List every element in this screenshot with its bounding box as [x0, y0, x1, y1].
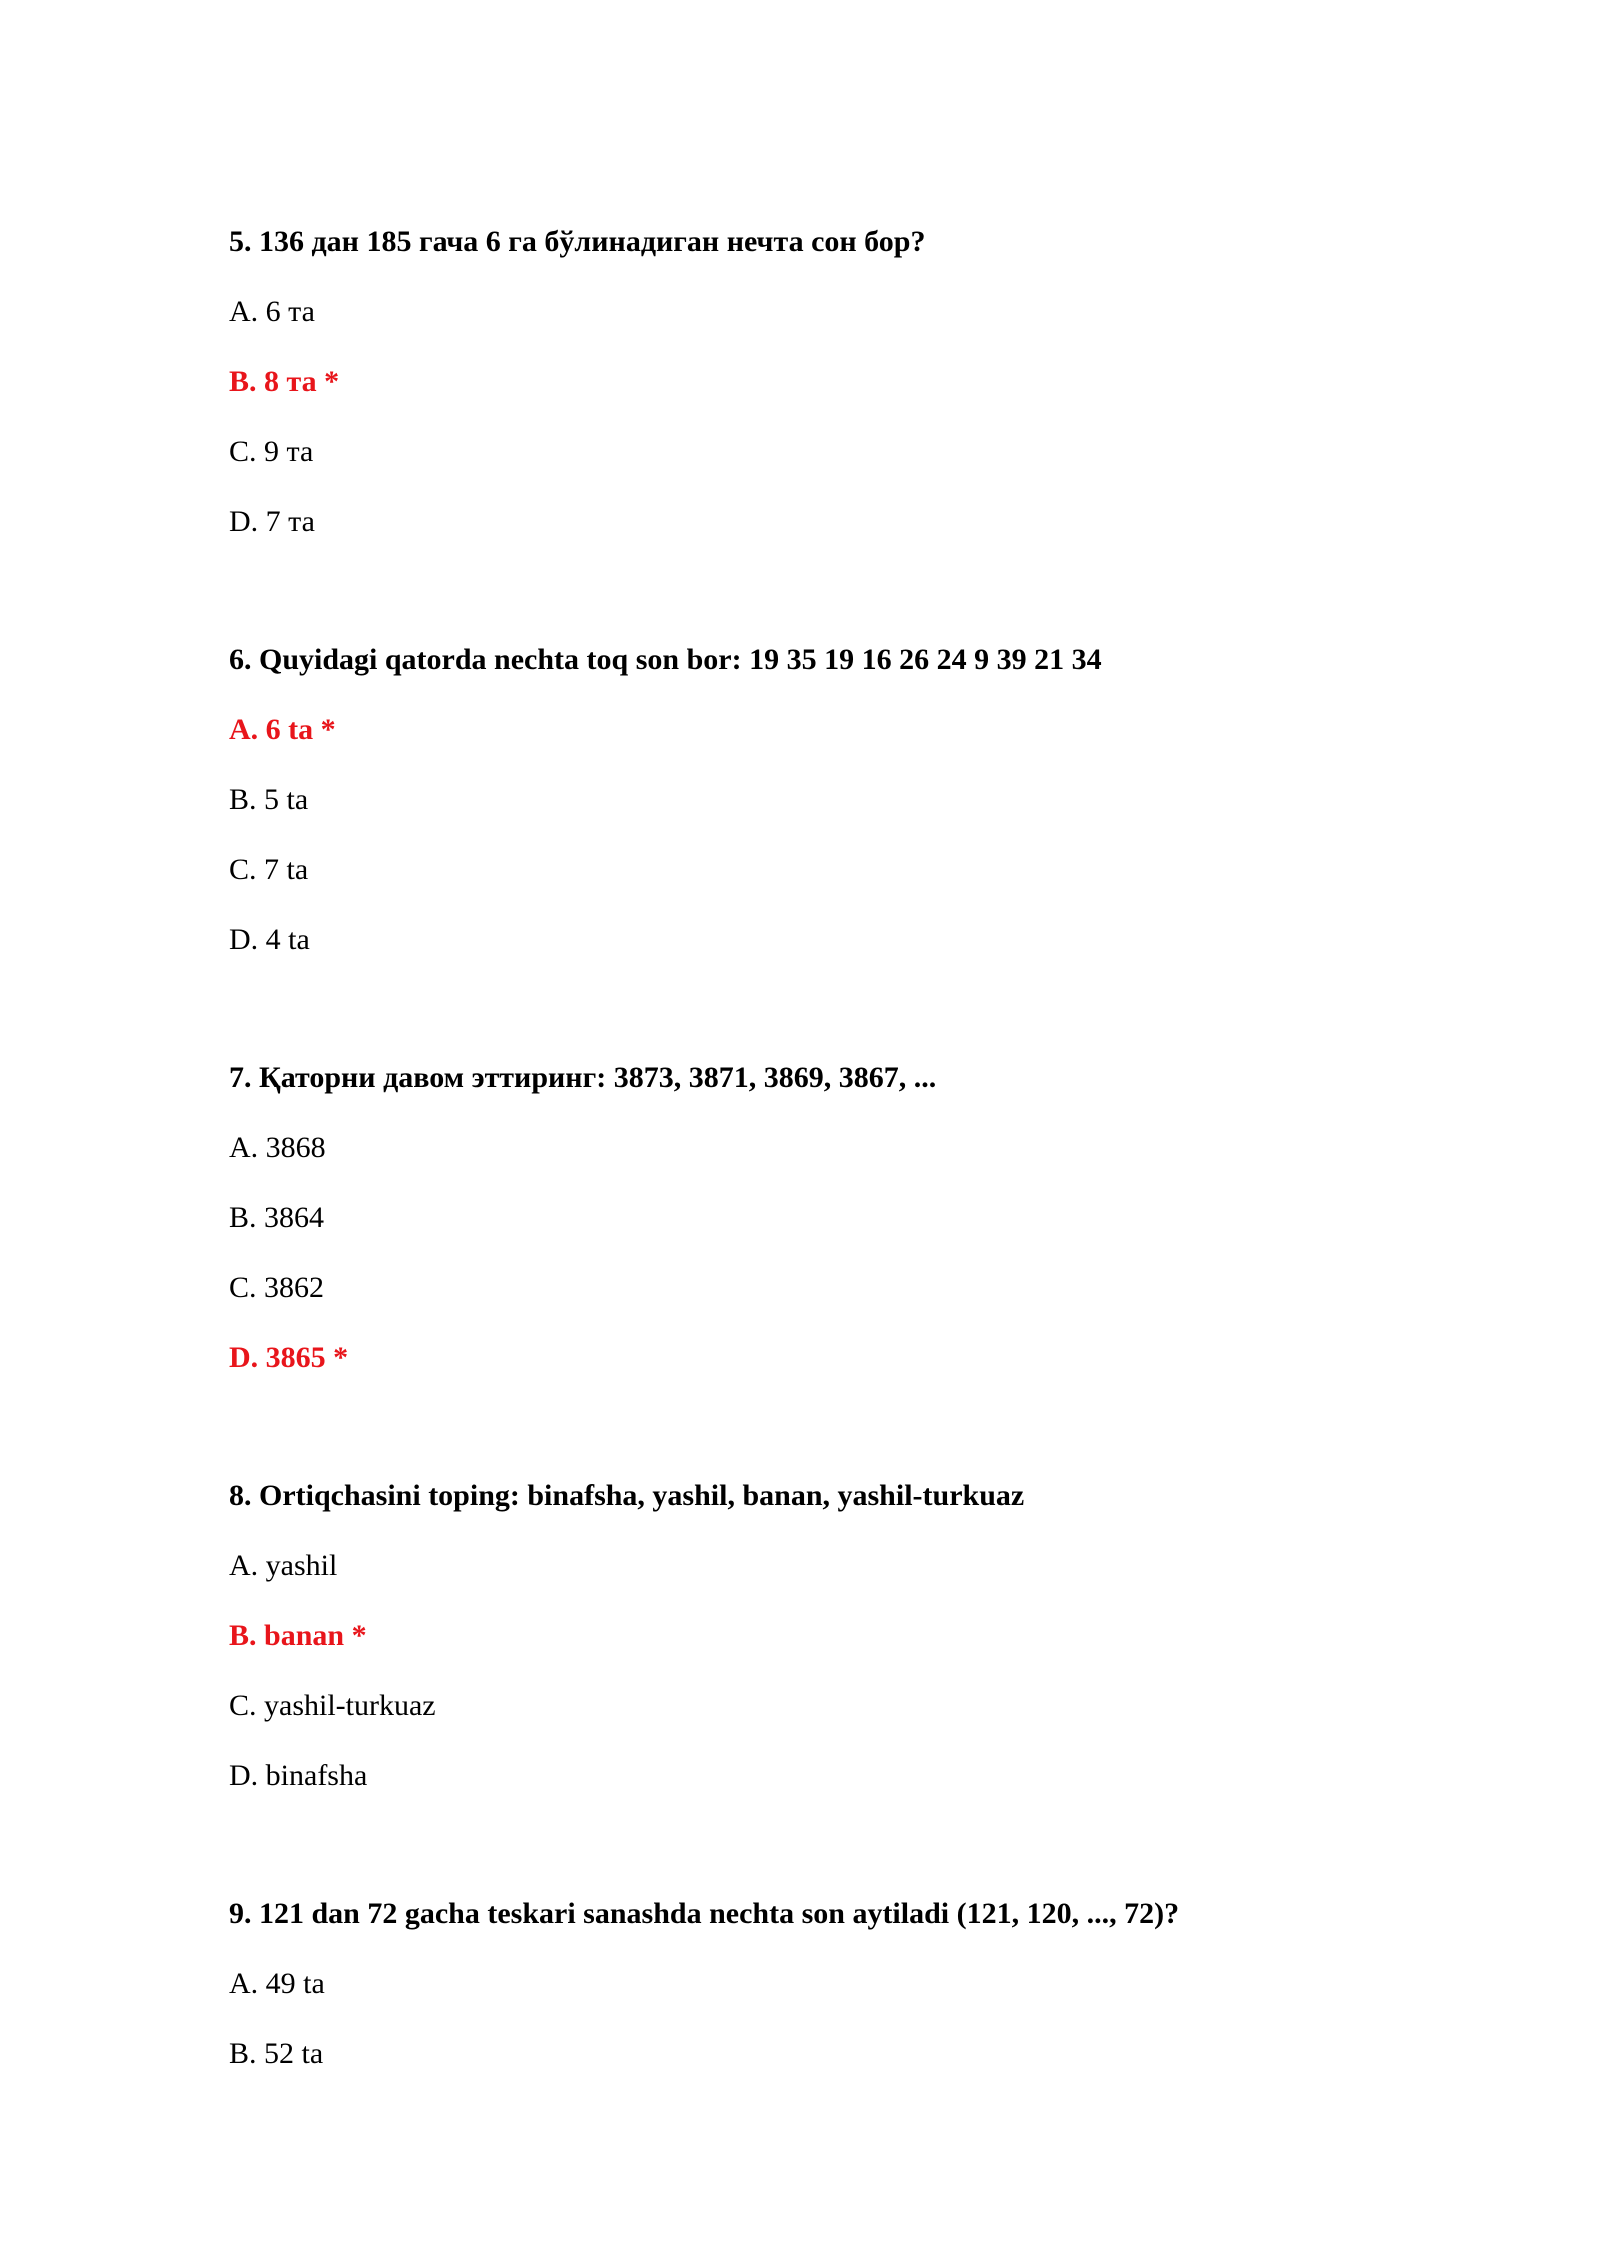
- option-9b: B. 52 ta: [229, 2037, 324, 2070]
- option-9a: A. 49 ta: [229, 1967, 325, 2000]
- option-7c: C. 3862: [229, 1271, 325, 1304]
- option-6a-correct: A. 6 ta *: [229, 713, 336, 746]
- option-6c: C. 7 ta: [229, 853, 309, 886]
- option-5a: A. 6 та: [229, 295, 315, 328]
- question-6: 6. Quyidagi qatorda nechta toq son bor: 19 35 19 16 26 24 9 39 21 34: [229, 643, 1102, 676]
- option-5b-correct: B. 8 та *: [229, 365, 340, 398]
- question-7: 7. Қаторни давом эттиринг: 3873, 3871, 3869, 3867, ...: [229, 1061, 937, 1094]
- option-5d: D. 7 та: [229, 505, 315, 538]
- option-8d: D. binafsha: [229, 1759, 368, 1792]
- option-7b: B. 3864: [229, 1201, 325, 1234]
- question-8: 8. Ortiqchasini toping: binafsha, yashil, banan, yashil-turkuaz: [229, 1479, 1025, 1512]
- question-9: 9. 121 dan 72 gacha teskari sanashda nechta son aytiladi (121, 120, ..., 72)?: [229, 1897, 1180, 1930]
- option-8c: C. yashil-turkuaz: [229, 1689, 436, 1722]
- option-8b-correct: B. banan *: [229, 1619, 367, 1652]
- question-5: 5. 136 дан 185 гача 6 га бўлинадиган нечта сон бор?: [229, 225, 926, 258]
- option-5c: C. 9 та: [229, 435, 314, 468]
- option-7d-correct: D. 3865 *: [229, 1341, 349, 1374]
- option-8a: A. yashil: [229, 1549, 338, 1582]
- option-6b: B. 5 ta: [229, 783, 309, 816]
- option-7a: A. 3868: [229, 1131, 326, 1164]
- option-6d: D. 4 ta: [229, 923, 310, 956]
